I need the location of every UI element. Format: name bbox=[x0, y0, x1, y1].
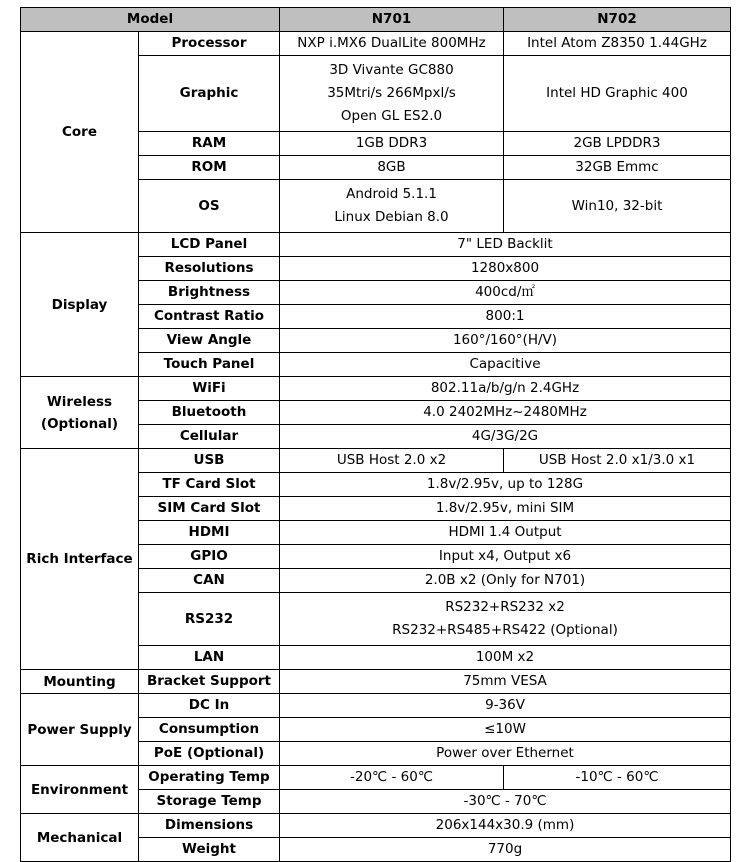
table-row bbox=[21, 766, 731, 790]
value-touch-panel: Capacitive bbox=[280, 353, 731, 377]
value-line: Open GL ES2.0 bbox=[340, 108, 443, 124]
category-wireless: Wireless (Optional) bbox=[21, 377, 139, 449]
feature-resolutions: Resolutions bbox=[139, 257, 280, 281]
category-mounting: Mounting bbox=[21, 670, 139, 694]
value-bluetooth: 4.0 2402MHz~2480MHz bbox=[280, 401, 731, 425]
value-weight: 770g bbox=[280, 838, 731, 862]
feature-tf-card-slot: TF Card Slot bbox=[139, 473, 280, 497]
table-row bbox=[21, 670, 731, 694]
feature-lcd-panel: LCD Panel bbox=[139, 233, 280, 257]
value-line: RS232+RS485+RS422 (Optional) bbox=[392, 622, 618, 638]
value-usb-n701: USB Host 2.0 x2 bbox=[280, 449, 504, 473]
value-bracket-support: 75mm VESA bbox=[280, 670, 731, 694]
value-line: 35Mtri/s 266Mpxl/s bbox=[327, 85, 456, 101]
feature-operating-temp: Operating Temp bbox=[139, 766, 280, 790]
feature-gpio: GPIO bbox=[139, 545, 280, 569]
value-resolutions: 1280x800 bbox=[280, 257, 731, 281]
table-row bbox=[21, 814, 731, 838]
value-tf-card-slot: 1.8v/2.95v, up to 128G bbox=[280, 473, 731, 497]
feature-sim-card-slot: SIM Card Slot bbox=[139, 497, 280, 521]
category-power-supply: Power Supply bbox=[21, 694, 139, 766]
value-poe: Power over Ethernet bbox=[280, 742, 731, 766]
value-ram-n701: 1GB DDR3 bbox=[280, 132, 504, 156]
value-sim-card-slot: 1.8v/2.95v, mini SIM bbox=[280, 497, 731, 521]
feature-usb: USB bbox=[139, 449, 280, 473]
header-row bbox=[21, 8, 731, 32]
value-operating-temp-n701: -20℃ - 60℃ bbox=[280, 766, 504, 790]
value-dc-in: 9-36V bbox=[280, 694, 731, 718]
feature-graphic: Graphic bbox=[139, 56, 280, 132]
value-view-angle: 160°/160°(H/V) bbox=[280, 329, 731, 353]
category-rich-interface: Rich Interface bbox=[21, 449, 139, 670]
value-lcd-panel: 7" LED Backlit bbox=[280, 233, 731, 257]
feature-consumption: Consumption bbox=[139, 718, 280, 742]
value-rom-n701: 8GB bbox=[280, 156, 504, 180]
value-os-n702: Win10, 32-bit bbox=[504, 180, 731, 233]
table-row bbox=[21, 233, 731, 257]
value-line: 3D Vivante GC880 bbox=[329, 62, 454, 78]
feature-weight: Weight bbox=[139, 838, 280, 862]
table-row bbox=[21, 449, 731, 473]
value-can: 2.0B x2 (Only for N701) bbox=[280, 569, 731, 593]
header-model: Model bbox=[21, 8, 280, 32]
value-rs232 bbox=[280, 593, 731, 646]
value-lan: 100M x2 bbox=[280, 646, 731, 670]
feature-os: OS bbox=[139, 180, 280, 233]
feature-can: CAN bbox=[139, 569, 280, 593]
value-contrast-ratio: 800:1 bbox=[280, 305, 731, 329]
value-line: Android 5.1.1 bbox=[346, 186, 437, 202]
feature-ram: RAM bbox=[139, 132, 280, 156]
value-os-n701 bbox=[280, 180, 504, 233]
value-hdmi: HDMI 1.4 Output bbox=[280, 521, 731, 545]
feature-wifi: WiFi bbox=[139, 377, 280, 401]
feature-bluetooth: Bluetooth bbox=[139, 401, 280, 425]
value-graphic-n701 bbox=[280, 56, 504, 132]
value-dimensions: 206x144x30.9 (mm) bbox=[280, 814, 731, 838]
value-line: Linux Debian 8.0 bbox=[334, 209, 449, 225]
feature-bracket-support: Bracket Support bbox=[139, 670, 280, 694]
category-core: Core bbox=[21, 32, 139, 233]
table-row bbox=[21, 32, 731, 56]
table-row bbox=[21, 377, 731, 401]
feature-rom: ROM bbox=[139, 156, 280, 180]
value-brightness: 400cd/㎡ bbox=[280, 281, 731, 305]
feature-brightness: Brightness bbox=[139, 281, 280, 305]
value-wifi: 802.11a/b/g/n 2.4GHz bbox=[280, 377, 731, 401]
value-consumption: ≤10W bbox=[280, 718, 731, 742]
value-rom-n702: 32GB Emmc bbox=[504, 156, 731, 180]
value-usb-n702: USB Host 2.0 x1/3.0 x1 bbox=[504, 449, 731, 473]
feature-dimensions: Dimensions bbox=[139, 814, 280, 838]
feature-hdmi: HDMI bbox=[139, 521, 280, 545]
category-environment: Environment bbox=[21, 766, 139, 814]
value-cellular: 4G/3G/2G bbox=[280, 425, 731, 449]
value-processor-n701: NXP i.MX6 DualLite 800MHz bbox=[280, 32, 504, 56]
value-ram-n702: 2GB LPDDR3 bbox=[504, 132, 731, 156]
value-storage-temp: -30℃ - 70℃ bbox=[280, 790, 731, 814]
category-mechanical: Mechanical bbox=[21, 814, 139, 862]
value-processor-n702: Intel Atom Z8350 1.44GHz bbox=[504, 32, 731, 56]
header-n701: N701 bbox=[280, 8, 504, 32]
value-gpio: Input x4, Output x6 bbox=[280, 545, 731, 569]
feature-processor: Processor bbox=[139, 32, 280, 56]
value-operating-temp-n702: -10℃ - 60℃ bbox=[504, 766, 731, 790]
feature-rs232: RS232 bbox=[139, 593, 280, 646]
value-graphic-n702: Intel HD Graphic 400 bbox=[504, 56, 731, 132]
feature-cellular: Cellular bbox=[139, 425, 280, 449]
value-line: RS232+RS232 x2 bbox=[445, 599, 565, 615]
feature-contrast-ratio: Contrast Ratio bbox=[139, 305, 280, 329]
feature-storage-temp: Storage Temp bbox=[139, 790, 280, 814]
feature-view-angle: View Angle bbox=[139, 329, 280, 353]
table-row bbox=[21, 694, 731, 718]
feature-poe: PoE (Optional) bbox=[139, 742, 280, 766]
header-n702: N702 bbox=[504, 8, 731, 32]
feature-touch-panel: Touch Panel bbox=[139, 353, 280, 377]
category-display: Display bbox=[21, 233, 139, 377]
feature-dc-in: DC In bbox=[139, 694, 280, 718]
spec-table bbox=[20, 7, 731, 862]
feature-lan: LAN bbox=[139, 646, 280, 670]
